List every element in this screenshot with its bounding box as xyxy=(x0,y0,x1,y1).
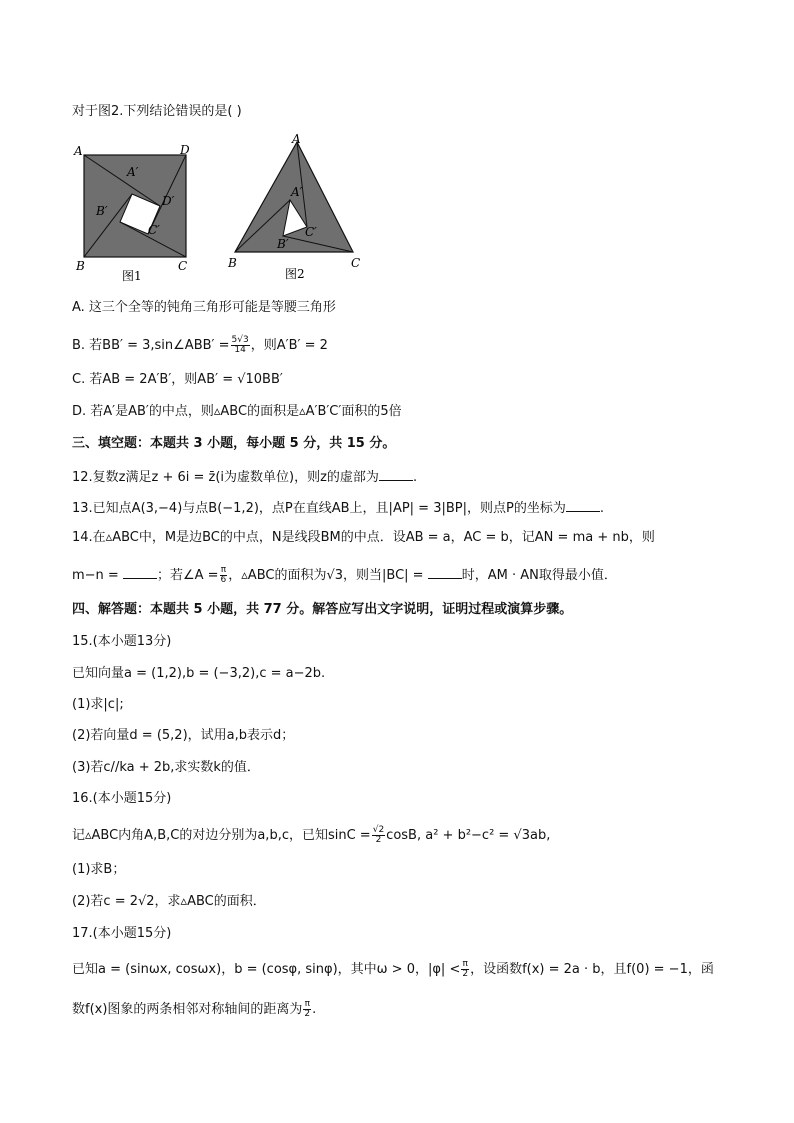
q14-blank-2 xyxy=(428,564,462,579)
fig1-label-C: C xyxy=(178,259,188,273)
q13-blank xyxy=(566,497,600,512)
question-intro: 对于图2.下列结论错误的是( ) xyxy=(72,104,242,119)
q15-part2: (2)若向量d = (5,2)，试用a,b表示d； xyxy=(72,728,295,743)
q14-area: ，▵ABC的面积为√3，则当|BC| = xyxy=(228,568,424,583)
q14-frac-den: 6 xyxy=(220,575,227,585)
q14-end: 时，AM · AN取得最小值． xyxy=(461,568,617,583)
fig1-label-D1: D′ xyxy=(162,194,175,208)
figure-1-diagram xyxy=(72,142,202,287)
q17-frac2-den: 2 xyxy=(304,1009,311,1019)
q16-head: 16.(本小题15分) xyxy=(72,791,172,806)
fig2-label-C1: C′ xyxy=(305,225,317,239)
option-b-post: ，则A′B′ = 2 xyxy=(250,338,328,353)
q17-line2-post: . xyxy=(312,1002,317,1017)
question-14-line1: 14.在▵ABC中，M是边BC的中点，N是线段BM的中点．设AB = a，AC = b，记AN = ma + nb，则 xyxy=(72,530,655,545)
fig2-label-A1: A′ xyxy=(291,185,303,199)
q16-stem-pre: 记▵ABC内角A,B,C的对边分别为a,b,c，已知sinC = xyxy=(72,828,371,843)
fig1-label-A1: A′ xyxy=(127,165,139,179)
q12-post: . xyxy=(412,470,418,485)
figure-1 xyxy=(72,142,202,287)
q14-frac-num: π xyxy=(220,565,227,575)
option-b-frac-den: 14 xyxy=(234,345,246,355)
figure-2-diagram xyxy=(225,132,365,282)
q16-part2: (2)若c = 2√2，求▵ABC的面积． xyxy=(72,894,266,909)
q14-frac xyxy=(220,566,228,585)
q16-part1: (1)求B； xyxy=(72,862,126,877)
option-b-frac-num: 5√3 xyxy=(231,335,249,345)
option-d: D. 若A′是AB′的中点，则▵ABC的面积是▵A′B′C′面积的5倍 xyxy=(72,404,402,419)
q17-line2-pre: 数f(x)图象的两条相邻对称轴间的距离为 xyxy=(72,1002,303,1017)
q15-part1: (1)求|c|; xyxy=(72,697,124,712)
q16-stem-post: cosB, a² + b²−c² = √3ab, xyxy=(386,828,551,843)
q12-blank xyxy=(379,466,413,481)
q17-frac1 xyxy=(461,960,469,979)
q14-blank-1 xyxy=(123,564,157,579)
option-b xyxy=(72,336,328,356)
q17-line1-post: ，设函数f(x) = 2a · b，且f(0) = −1，函 xyxy=(470,962,714,977)
option-c: C. 若AB = 2A′B′，则AB′ = √10BB′ xyxy=(72,372,283,387)
q14-mn: m−n = xyxy=(72,568,119,583)
fig2-caption: 图2 xyxy=(285,267,305,281)
option-b-frac xyxy=(231,336,250,355)
fig2-label-B: B xyxy=(228,256,237,270)
fig2-label-B1: B′ xyxy=(277,237,289,251)
q17-line1 xyxy=(72,960,714,980)
question-14-line2 xyxy=(72,564,617,586)
option-b-pre: B. 若BB′ = 3,sin∠ABB′ = xyxy=(72,338,230,353)
q12-text: 12.复数z满足z + 6i = z̄(i为虚数单位)，则z的虚部为 xyxy=(72,470,379,485)
q17-head: 17.(本小题15分) xyxy=(72,926,172,941)
option-a: A. 这三个全等的钝角三角形可能是等腰三角形 xyxy=(72,300,336,315)
q16-stem xyxy=(72,826,550,846)
fig1-label-B: B xyxy=(76,259,85,273)
q17-frac1-num: π xyxy=(462,959,468,969)
q17-frac2 xyxy=(303,1000,311,1019)
q16-frac-den: 2 xyxy=(375,835,382,845)
q15-stem: 已知向量a = (1,2),b = (−3,2),c = a−2b. xyxy=(72,666,326,681)
fig1-caption: 图1 xyxy=(122,269,142,283)
fig1-label-D: D xyxy=(180,143,190,157)
q17-frac2-num: π xyxy=(304,999,310,1009)
fig1-label-A: A xyxy=(74,144,83,158)
q17-line2 xyxy=(72,1000,316,1020)
q14-angle: ；若∠A = xyxy=(156,568,219,583)
figure-2 xyxy=(225,132,365,282)
q17-frac1-den: 2 xyxy=(462,969,469,979)
section-3-heading: 三、填空题：本题共 3 小题，每小题 5 分，共 15 分。 xyxy=(72,436,396,451)
fig1-label-B1: B′ xyxy=(96,204,108,218)
q16-frac-num: √2 xyxy=(372,825,385,835)
q15-head: 15.(本小题13分) xyxy=(72,634,172,649)
question-12 xyxy=(72,466,417,488)
question-13 xyxy=(72,497,604,519)
q13-post: . xyxy=(599,501,604,516)
q13-text: 13.已知点A(3,−4)与点B(−1,2)，点P在直线AB上，且|AP| = 3|BP|，则点P的坐标为 xyxy=(72,501,566,516)
q16-frac xyxy=(372,826,385,845)
q15-part3: (3)若c//ka + 2b,求实数k的值． xyxy=(72,760,260,775)
q17-line1-pre: 已知a = (sinωx, cosωx)，b = (cosφ, sinφ)，其中ω > 0，|φ| < xyxy=(72,962,461,977)
fig2-label-A: A xyxy=(292,132,301,146)
fig1-label-C1: C′ xyxy=(148,223,160,237)
fig2-label-C: C xyxy=(351,256,361,270)
section-4-heading: 四、解答题：本题共 5 小题，共 77 分。解答应写出文字说明，证明过程或演算步骤。 xyxy=(72,602,573,617)
